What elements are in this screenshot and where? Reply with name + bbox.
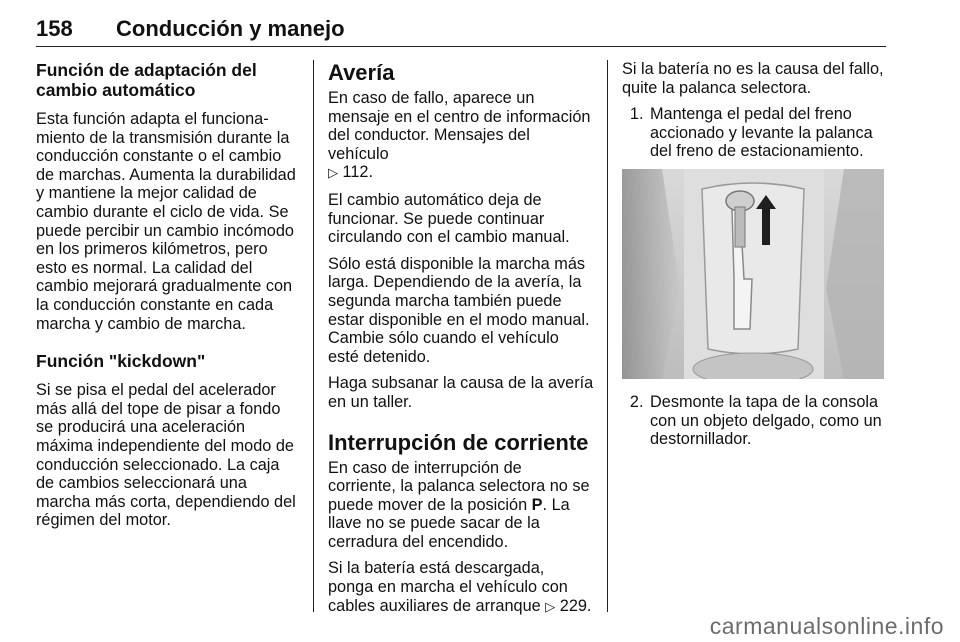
paragraph: El cambio automático deja de funcionar. Se puede continuar circulando con el cambio manual.	[328, 190, 570, 247]
paragraph: Si la batería no es la causa del fallo, quite la palanca selectora.	[622, 60, 884, 97]
triangle-right-icon: ▷	[545, 598, 556, 614]
paragraph: Si se pisa el pedal del acelerador más allá del tope de pisar a fondo se producirá una aceleración máxima independiente del modo de conducción seleccionado. La caja de cambios seleccionará una marcha más corta, dependiendo del régimen del motor.	[36, 381, 296, 530]
column-middle	[328, 60, 594, 624]
page-reference[interactable]: 112.	[342, 163, 374, 182]
step-item: 1. Mantenga el pedal del freno accionado y levante la palanca del freno de estacionamiento.	[648, 105, 888, 161]
step-item: 2. Desmonte la tapa de la consola con un objeto delgado, como un destornillador.	[648, 393, 888, 449]
column-left	[36, 60, 302, 538]
paragraph: En caso de interrupción de corriente, la palanca selectora no se puede mover de la posición P. La llave no se puede sacar de la cerradura del encendido.	[328, 458, 590, 551]
gear-selector-image	[622, 169, 884, 379]
step-list	[622, 105, 888, 161]
gear-selector-illustration	[622, 169, 884, 379]
chapter-title: Conducción y manejo	[116, 16, 345, 41]
gear-position: P	[531, 495, 543, 514]
page-reference[interactable]: 229.	[559, 596, 592, 615]
section-heading: Función de adaptación del cambio automático	[36, 60, 257, 100]
paragraph: Haga subsanar la causa de la avería en un taller.	[328, 374, 594, 411]
paragraph: En caso de fallo, aparece un mensaje en el centro de información del conductor. Mensajes del vehículo ▷ 112.	[328, 89, 591, 182]
column-right	[622, 60, 888, 457]
page-number: 158	[36, 16, 73, 41]
section-title: Interrupción de corriente	[328, 429, 589, 455]
section-heading: Función "kickdown"	[36, 351, 206, 372]
page-header	[36, 8, 886, 47]
watermark: carmanualsonline.info	[709, 613, 944, 639]
step-list	[622, 393, 888, 449]
paragraph: Esta función adapta el funcionamiento de la transmisión durante la conducción constante o el cambio de marchas. Aumenta la durabilidad y mantiene la mejor calidad de cambio durante el ciclo de vida. Se puede percibir un cambio incómodo en los primeros kilómetros, pero esto es normal. La calidad del cambio mejorará gradualmente con la conducción constante en cada marcha y cambio de marcha.	[36, 110, 296, 333]
triangle-right-icon: ▷	[328, 165, 338, 181]
paragraph: Sólo está disponible la marcha más larga. Dependiendo de la avería, la segunda marcha también puede estar disponible en el modo manual. Cambie sólo cuando el vehículo esté detenido.	[328, 254, 590, 366]
column-divider	[313, 60, 314, 612]
paragraph: Si la batería está descargada, ponga en marcha el vehículo con cables auxiliares de arranque ▷ 229.	[328, 559, 592, 615]
column-divider	[607, 60, 608, 612]
section-title: Avería	[328, 60, 395, 85]
